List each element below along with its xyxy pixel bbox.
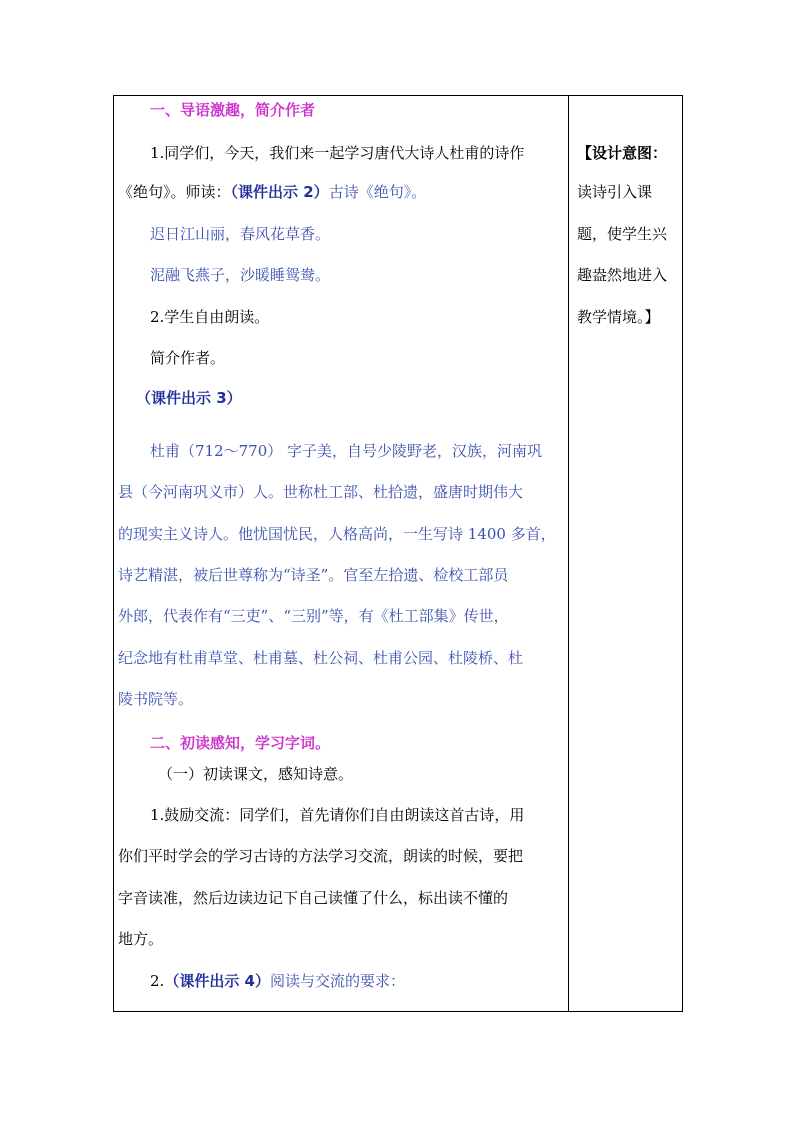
subsection-1-heading: （一）初读课文，感知诗意。 [158,765,354,783]
paragraph-1-line-2 [118,182,426,202]
s2-paragraph-1-line: 地方。 [118,930,164,948]
bio-line: 杜甫（712～770） 字子美，自号少陵野老，汉族，河南巩 [150,442,543,460]
bio-line: 诗艺精湛，被后世尊称为“诗圣”。官至左拾遗、检校工部员 [118,566,509,584]
text-segment: 阅读与交流的要求： [269,972,405,990]
bio-line: 外郎，代表作有“三吏”、“三别”等，有《杜工部集》传世， [118,607,509,625]
section1-heading: 一、导语激趣，简介作者 [150,101,316,119]
main-content-cell [114,96,568,1011]
text-segment: 2. [150,972,165,990]
paragraph-3: 简介作者。 [150,349,226,367]
design-intent-line: 题，使学生兴 [577,225,668,243]
s2-paragraph-1-line: 字音读准，然后边读边记下自己读懂了什么，标出读不懂的 [118,889,509,907]
courseware-4-label: （课件出示 4） [164,972,270,990]
section2-heading: 二、初读感知，学习字词。 [150,734,331,752]
design-intent-cell [569,96,683,1011]
bio-line: 陵书院等。 [118,690,194,708]
design-intent-line: 趣盎然地进入 [577,266,668,284]
poem-line-2: 泥融飞燕子，沙暖睡鸳鸯。 [150,266,331,284]
s2-paragraph-2 [150,971,405,991]
paragraph-2: 2.学生自由朗读。 [150,308,270,326]
s2-paragraph-1-line: 1.鼓励交流：同学们，首先请你们自由朗读这首古诗，用 [150,806,525,824]
text-segment: 《绝句》。师读： [118,183,231,201]
paragraph-1-line-1: 1.同学们，今天，我们来一起学习唐代大诗人杜甫的诗作 [150,144,525,162]
lesson-plan-table [113,95,683,1012]
design-intent-line: 读诗引入课 [577,183,653,201]
design-intent-line-last [577,307,660,327]
courseware-3-label: （课件出示 3） [136,389,242,407]
bio-line: 纪念地有杜甫草堂、杜甫墓、杜公祠、杜甫公园、杜陵桥、杜 [118,649,524,667]
bio-line: 县（今河南巩义市）人。世称杜工部、杜拾遗，盛唐时期伟大 [118,483,524,501]
poem-line-1: 迟日江山丽，春风花草香。 [150,225,331,243]
courseware-2-label: （课件出示 2） [230,183,329,201]
text-segment: 古诗《绝句》。 [328,183,427,201]
text-segment: 教学情境。】 [577,308,660,326]
bio-line: 的现实主义诗人。他忧国忧民，人格高尚，一生写诗 1400 多首， [118,525,556,543]
design-intent-heading: 【设计意图： [577,144,668,162]
s2-paragraph-1-line: 你们平时学会的学习古诗的方法学习交流，朗读的时候，要把 [118,847,524,865]
